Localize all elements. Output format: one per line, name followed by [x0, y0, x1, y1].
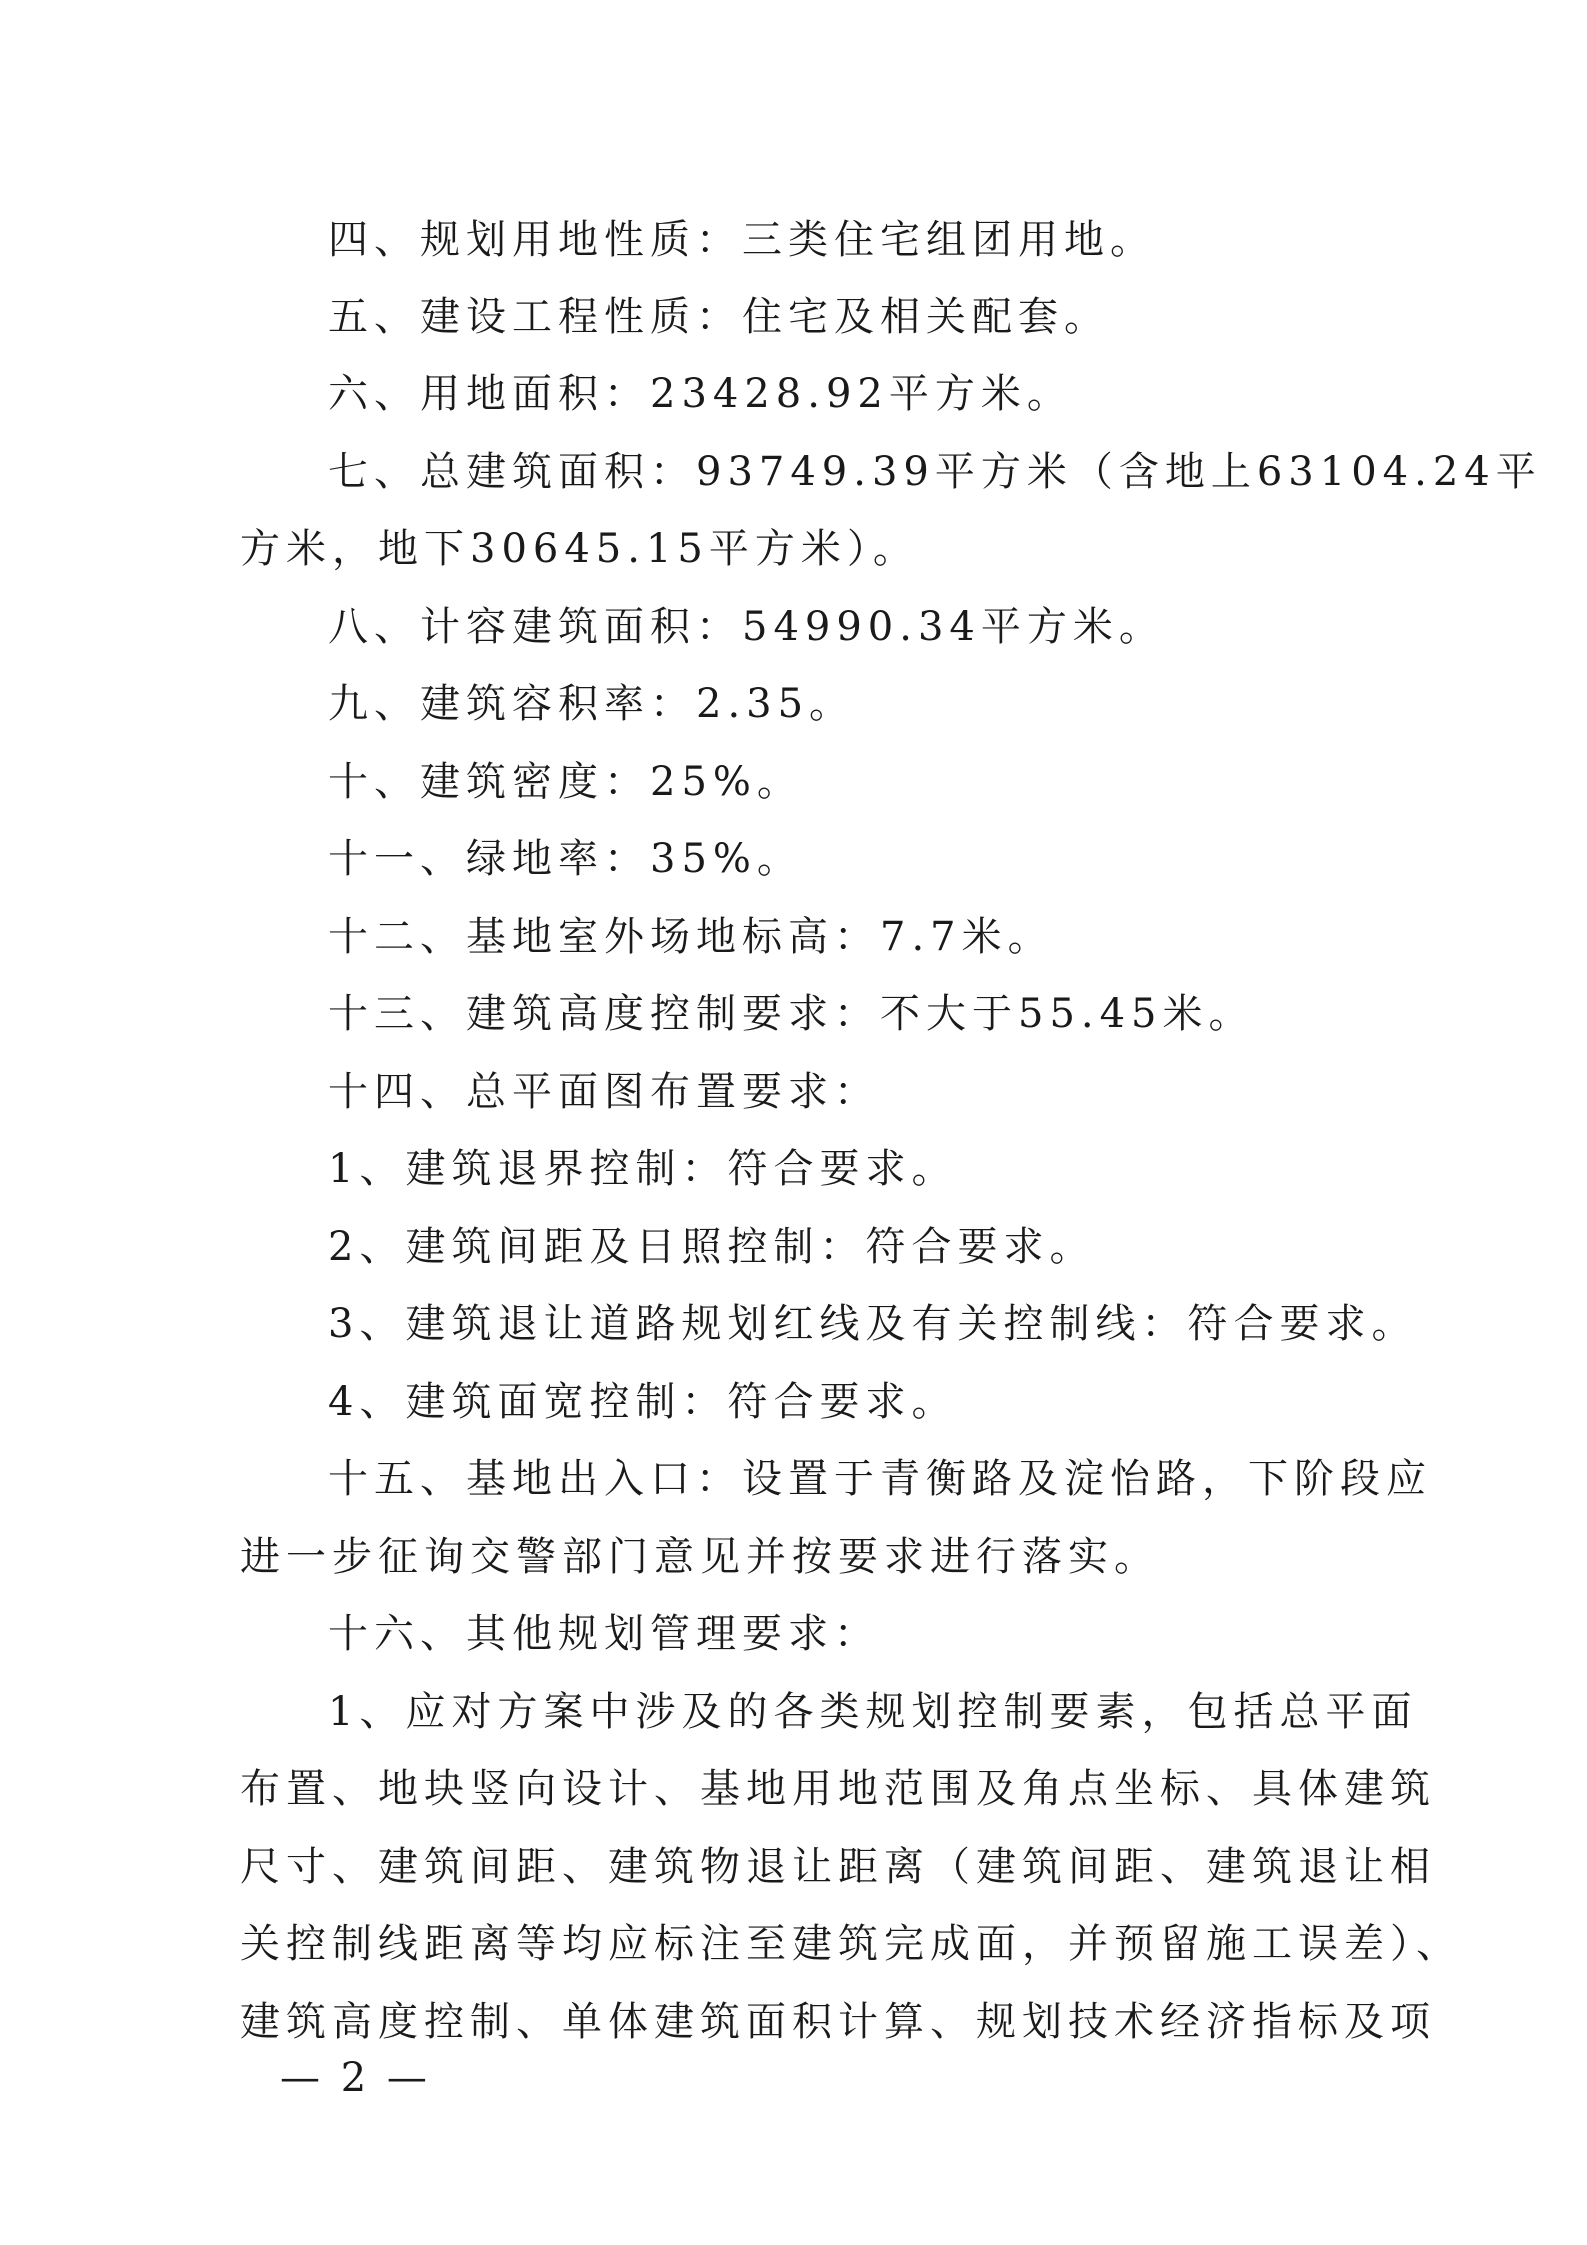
- text-line: 建筑高度控制、单体建筑面积计算、规划技术经济指标及项: [240, 1999, 1436, 2045]
- text-line: 四、规划用地性质：三类住宅组团用地。: [328, 217, 1156, 263]
- text-line: 六、用地面积：23428.92平方米。: [328, 371, 1073, 417]
- text-line: 3、建筑退让道路规划红线及有关控制线：符合要求。: [328, 1301, 1418, 1347]
- text-line: 八、计容建筑面积：54990.34平方米。: [328, 604, 1165, 650]
- text-line: 尺寸、建筑间距、建筑物退让距离（建筑间距、建筑退让相: [240, 1844, 1436, 1890]
- text-line: 五、建设工程性质：住宅及相关配套。: [328, 294, 1110, 340]
- text-line: 关控制线距离等均应标注至建筑完成面，并预留施工误差）、: [240, 1921, 1462, 1967]
- text-line: 1、应对方案中涉及的各类规划控制要素，包括总平面: [328, 1689, 1418, 1735]
- text-line: 2、建筑间距及日照控制：符合要求。: [328, 1224, 1096, 1270]
- page-number: — 2 —: [280, 2055, 431, 2101]
- text-line: 九、建筑容积率：2.35。: [328, 681, 856, 727]
- text-line: 十三、建筑高度控制要求：不大于55.45米。: [328, 991, 1255, 1037]
- text-line: 十五、基地出入口：设置于青衡路及淀怡路，下阶段应: [328, 1456, 1432, 1502]
- text-line: 1、建筑退界控制：符合要求。: [328, 1146, 958, 1192]
- text-line: 十、建筑密度：25%。: [328, 759, 803, 805]
- text-line: 十四、总平面图布置要求：: [328, 1069, 880, 1115]
- text-line: 七、总建筑面积：93749.39平方米（含地上63104.24平: [328, 449, 1542, 495]
- text-line: 十一、绿地率：35%。: [328, 836, 803, 882]
- text-line: 布置、地块竖向设计、基地用地范围及角点坐标、具体建筑: [240, 1766, 1436, 1812]
- text-line: 方米，地下30645.15平方米）。: [240, 526, 919, 572]
- text-line: 十二、基地室外场地标高：7.7米。: [328, 914, 1054, 960]
- text-line: 进一步征询交警部门意见并按要求进行落实。: [240, 1534, 1160, 1580]
- text-line: 十六、其他规划管理要求：: [328, 1611, 880, 1657]
- text-line: 4、建筑面宽控制：符合要求。: [328, 1379, 958, 1425]
